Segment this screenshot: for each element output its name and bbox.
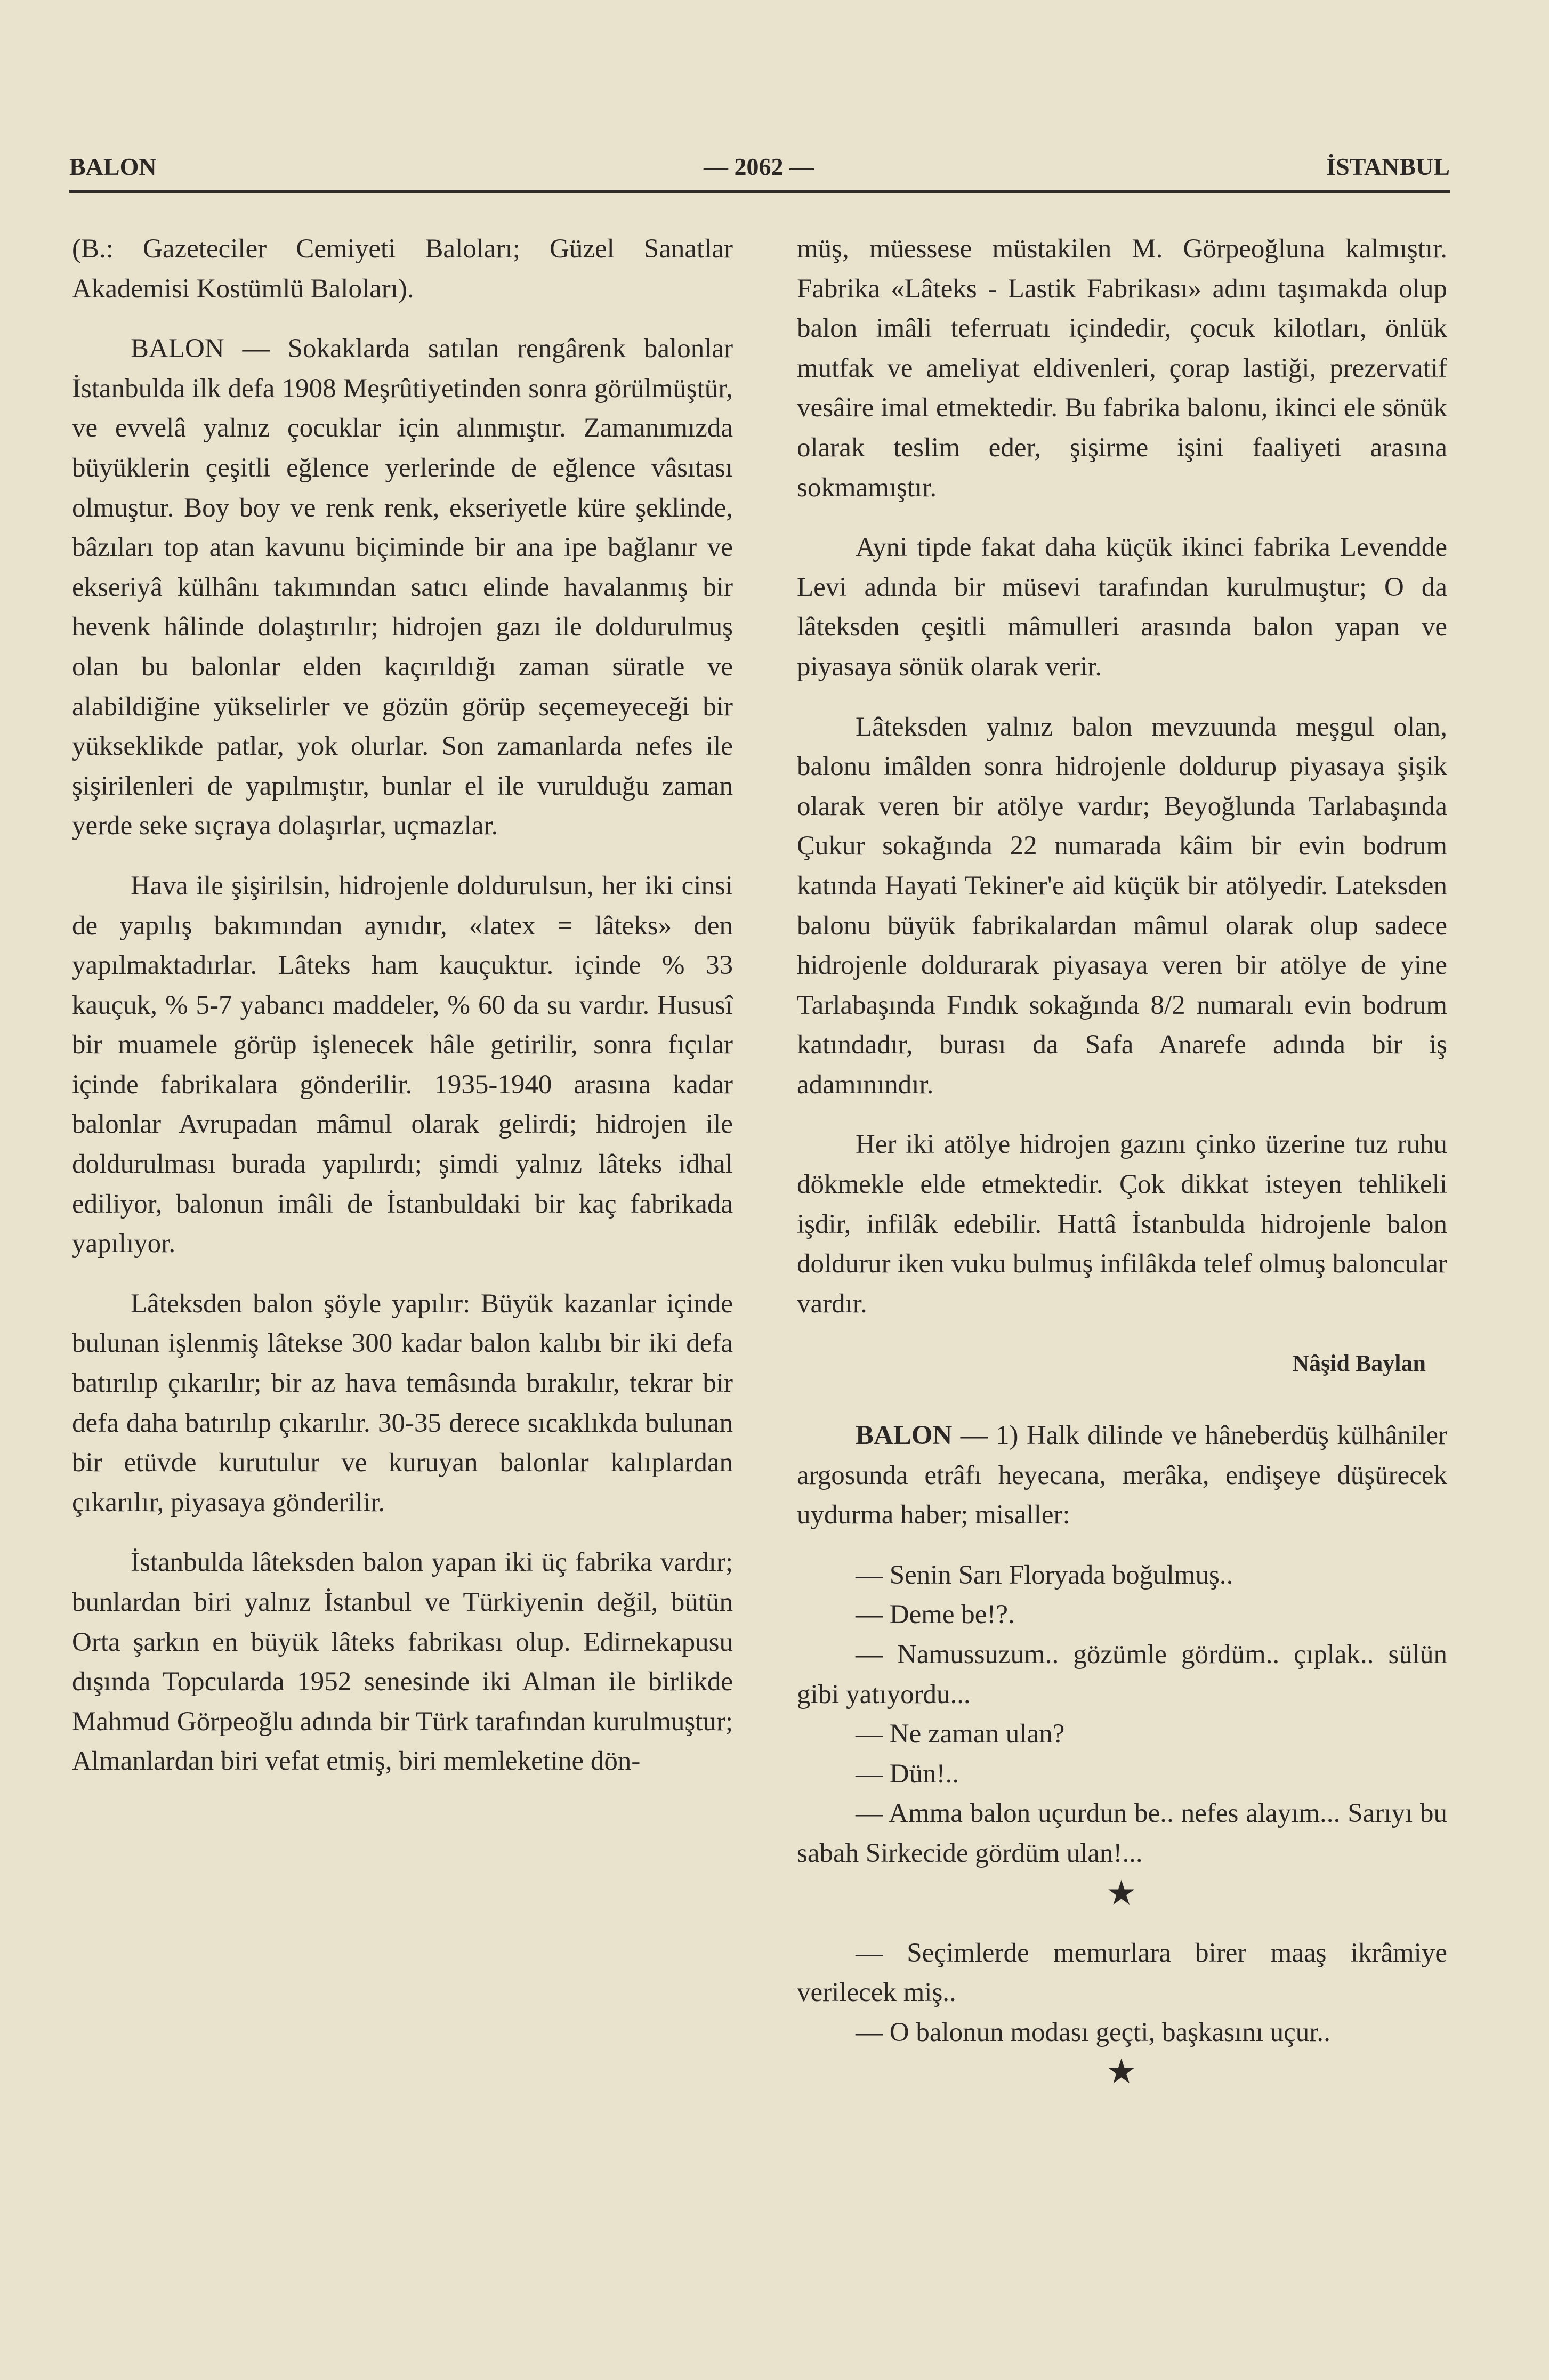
- paragraph: (B.: Gazeteciler Cemiyeti Baloları; Güzel Sanatlar Akademisi Kostümlü Baloları).: [72, 234, 733, 304]
- header-rule: [69, 190, 1450, 193]
- paragraph: müş, müessese müstakilen M. Görpeoğluna kalmıştır. Fabrika «Lâteks - Lastik Fabrikası» adını taşımakda olup balon imâli teferruatı içindedir, çocuk kilotları, önlük mutfak ve ameliyat eldivenleri, çorap lastiği, prezervatif vesâire imal etmektedir. Bu fabrika balonu, ikinci ele sönük olarak teslim eder, şişirme işini faaliyeti arasına sokmamıştır.: [797, 234, 1447, 503]
- paragraph: İstanbulda lâteksden balon yapan iki üç fabrika vardır; bunlardan biri yalnız İstanbul ve Türkiyenin değil, bütün Orta şarkın en büyük lâteks fabrikası olup. Edirnekapusu dışında Topcularda 1952 senesinde iki Alman ile birlikde Mahmud Görpeoğlu adında bir Türk tarafından kurulmuştur; Almanlardan biri vefat etmiş, biri memleketine dön-: [72, 1547, 733, 1777]
- entry-headword: BALON: [856, 1421, 953, 1451]
- dialogue-line: — Seçimlerde memurlara birer maaş ikrâmiye verilecek miş..: [797, 1938, 1447, 2008]
- header-right: İSTANBUL: [1326, 153, 1450, 180]
- star-separator: ★: [1106, 1874, 1137, 1912]
- running-header: [69, 152, 1450, 184]
- dialogue-line: — Amma balon uçurdun be.. nefes alayım... Sarıyı bu sabah Sirkecide gördüm ulan!...: [797, 1798, 1447, 1868]
- page-number: — 2062 —: [704, 153, 814, 180]
- paragraph: BALON — Sokaklarda satılan rengârenk balonlar İstanbulda ilk defa 1908 Meşrûtiyetinden sonra görülmüştür, ve evvelâ yalnız çocuklar için alınmıştır. Zamanımızda büyüklerin çeşitli eğlence yerlerinde de eğlence vâsıtası olmuştur. Boy boy ve renk renk, ekseriyetle küre şeklinde, bâzıları top atan kavunu biçiminde bir ana ipe bağlanır ve ekseriyâ külhânı takımından satıcı elinde havalanmış bir hevenk hâlinde dolaştırılır; hidrojen gazı ile doldurulmuş olan bu balonlar elden kaçırıldığı zaman süratle ve alabildiğine yükselirler ve gözün görüp seçemeyeceği bir yükseklikde patlar, yok olurlar. Son zamanlarda nefes ile şişirilenleri de yapılmıştır, bunlar el ile vurulduğu zaman yerde seke sıçraya dolaşırlar, uçmazlar.: [72, 334, 733, 841]
- star-separator: ★: [1106, 2053, 1137, 2091]
- header-left: BALON: [69, 153, 157, 180]
- dialogue-line: — Dün!..: [856, 1758, 959, 1789]
- paragraph: Ayni tipde fakat daha küçük ikinci fabrika Levendde Levi adında bir müsevi tarafından kurulmuştur; O da lâteksden çeşitli mâmulleri arasında balon yapan ve piyasaya sönük olarak verir.: [797, 533, 1447, 682]
- dialogue-line: — Namussuzum.. gözümle gördüm.. çıplak.. sülün gibi yatıyordu...: [797, 1640, 1447, 1709]
- paragraph: Lâteksden balon şöyle yapılır: Büyük kazanlar içinde bulunan işlenmiş lâtekse 300 kadar balon kalıbı bir iki defa batırılıp çıkarılır; bir az hava temâsında bırakılır, tekrar bir defa daha batırılıp çıkarılır. 30-35 derece sıcaklıkda bulunan bir etüvde kurutulur ve kuruyan balonlar kalıplardan çıkarılır, piyasaya gönderilir.: [72, 1288, 733, 1518]
- dialogue-line: — Senin Sarı Floryada boğulmuş..: [856, 1560, 1233, 1590]
- paragraph: Hava ile şişirilsin, hidrojenle doldurulsun, her iki cinsi de yapılış bakımından aynıdır, «latex = lâteks» den yapılmaktadırlar. Lâteks ham kauçuktur. içinde % 33 kauçuk, % 5-7 yabancı maddeler, % 60 da su vardır. Hususî bir muamele görüp işlenecek hâle getirilir, sonra fıçılar içinde fabrikalara gönderilir. 1935-1940 arasına kadar balonlar Avrupadan mâmul olarak gelirdi; hidrojen ile doldurulması burada yapılırdı; şimdi yalnız lâteks idhal ediliyor, balonun imâli de İstanbuldaki bir kaç fabrikada yapılıyor.: [72, 870, 733, 1259]
- paragraph: Lâteksden yalnız balon mevzuunda meşgul olan, balonu imâlden sonra hidrojenle doldurup piyasaya şişik olarak veren bir atölye vardır; Beyoğlunda Tarlabaşında Çukur sokağında 22 numarada kâim bir evin bodrum katında Hayati Tekiner'e aid küçük bir atölyedir. Lateksden balonu büyük fabrikalardan mâmul olarak olup sadece hidrojenle doldurarak piyasaya veren bir atölye de yine Tarlabaşında Fındık sokağında 8/2 numaralı evin bodrum katındadır, burası da Safa Anarefe adında bir iş adamınındır.: [797, 712, 1447, 1100]
- entry-intro: — 1) Halk dilinde ve hâneberdüş külhâniler argosunda etrâfı heyecana, merâka, endişeye düşürecek uydurma haber; misaller:: [797, 1421, 1448, 1530]
- dialogue-line: — O balonun modası geçti, başkasını uçur..: [856, 2017, 1330, 2047]
- dialogue-line: — Deme be!?.: [856, 1600, 1015, 1630]
- paragraph: Her iki atölye hidrojen gazını çinko üzerine tuz ruhu dökmekle elde etmektedir. Çok dikkat isteyen tehlikeli işdir, infilâk edebilir. Hattâ İstanbulda hidrojenle balon doldurur iken vuku bulmuş infilâkda telef olmuş baloncular vardır.: [797, 1130, 1447, 1319]
- entry-balon-2: [797, 1416, 1447, 1535]
- right-column: [797, 229, 1447, 2112]
- author-signature: Nâşid Baylan: [1292, 1350, 1426, 1377]
- dialogue-line: — Ne zaman ulan?: [856, 1719, 1065, 1749]
- left-column: [72, 229, 733, 1802]
